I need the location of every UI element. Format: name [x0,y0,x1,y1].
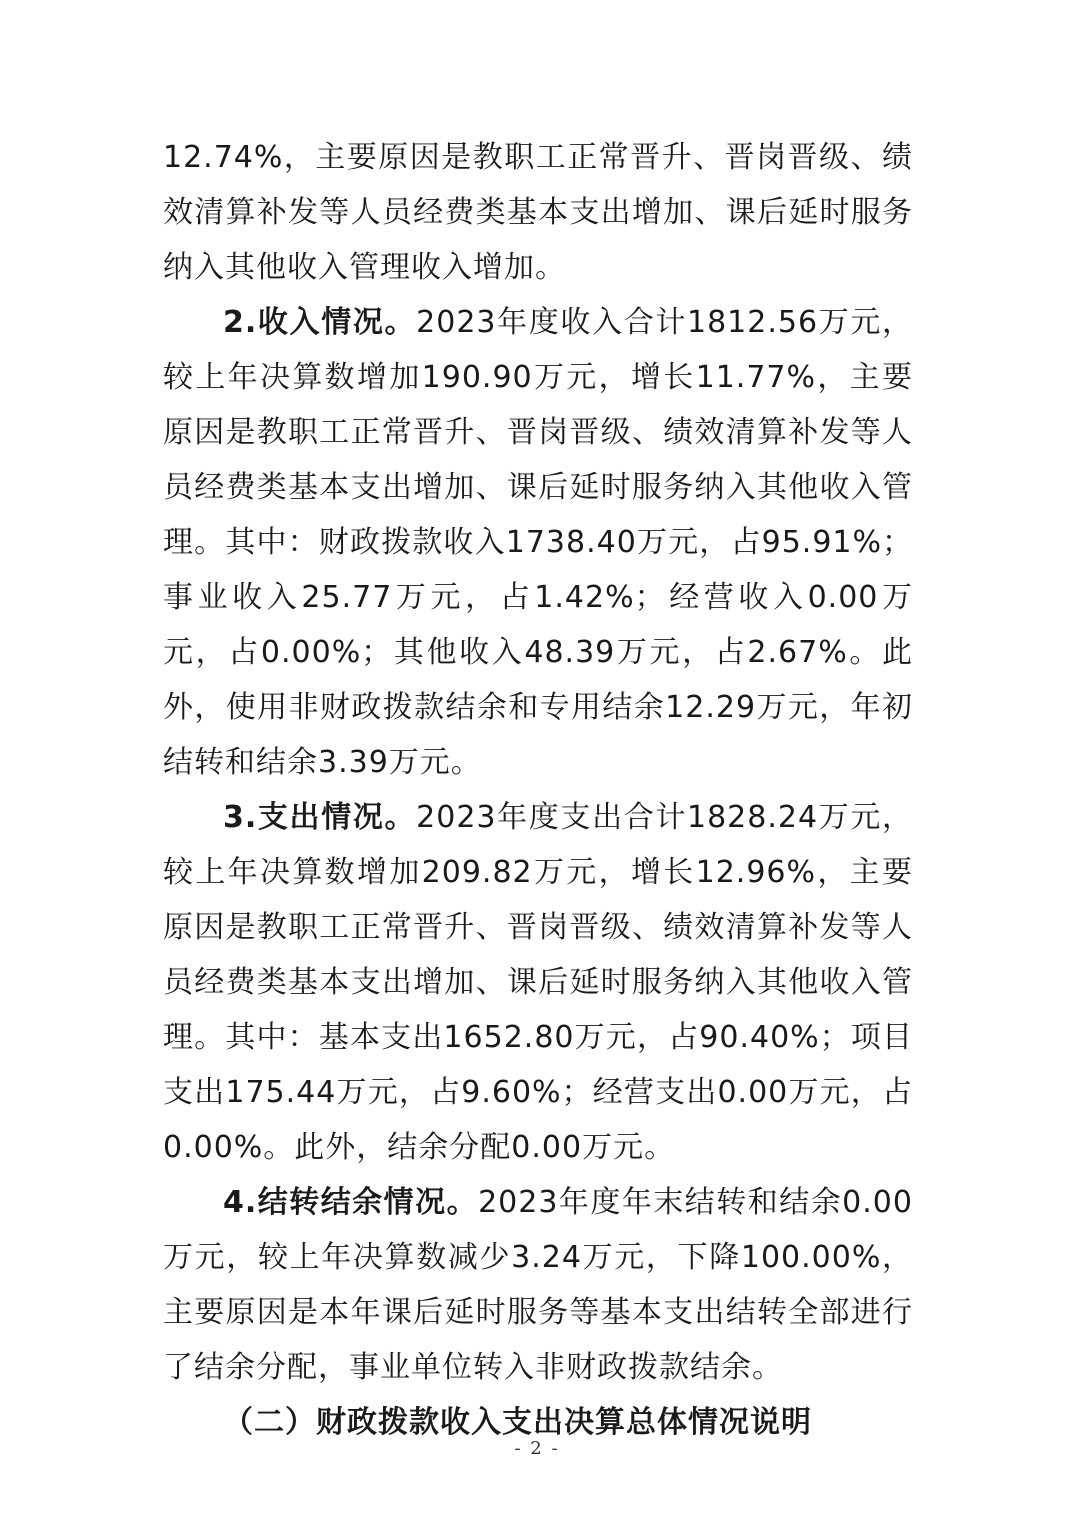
paragraph-continuation [163,130,913,295]
paragraph-carryover [163,1175,913,1395]
paragraph-text: 2023年度年末结转和结余0.00万元，较上年决算数减少3.24万元，下降100.00%，主要原因是本年课后延时服务等基本支出结转全部进行了结余分配，事业单位转入非财政拨款结余。 [163,1185,913,1385]
paragraph-expenditure [163,790,913,1175]
paragraph-heading: 3.支出情况。 [223,800,417,835]
page-number: - 2 - [514,1438,560,1459]
paragraph-heading: 2.收入情况。 [223,305,417,340]
paragraph-text: 2023年度支出合计1828.24万元，较上年决算数增加209.82万元，增长12.96%，主要原因是教职工正常晋升、晋岗晋级、绩效清算补发等人员经费类基本支出增加、课后延时服务纳入其他收入管理。其中：基本支出1652.80万元，占90.40%；项目支出175.44万元，占9.60%；经营支出0.00万元，占0.00%。此外，结余分配0.00万元。 [163,800,913,1165]
paragraph-income [163,295,913,790]
paragraph-text: 2023年度收入合计1812.56万元，较上年决算数增加190.90万元，增长11.77%，主要原因是教职工正常晋升、晋岗晋级、绩效清算补发等人员经费类基本支出增加、课后延时服务纳入其他收入管理。其中：财政拨款收入1738.40万元，占95.91%；事业收入25.77万元，占1.42%；经营收入0.00万元，占0.00%；其他收入48.39万元，占2.67%。此外，使用非财政拨款结余和专用结余12.29万元，年初结转和结余3.39万元。 [163,305,913,780]
paragraph-heading: 4.结转结余情况。 [223,1185,479,1220]
paragraph-text: 12.74%，主要原因是教职工正常晋升、晋岗晋级、绩效清算补发等人员经费类基本支出增加、课后延时服务纳入其他收入管理收入增加。 [163,140,913,285]
section-heading: （二）财政拨款收入支出决算总体情况说明 [223,1405,812,1440]
document-body [163,130,913,1450]
